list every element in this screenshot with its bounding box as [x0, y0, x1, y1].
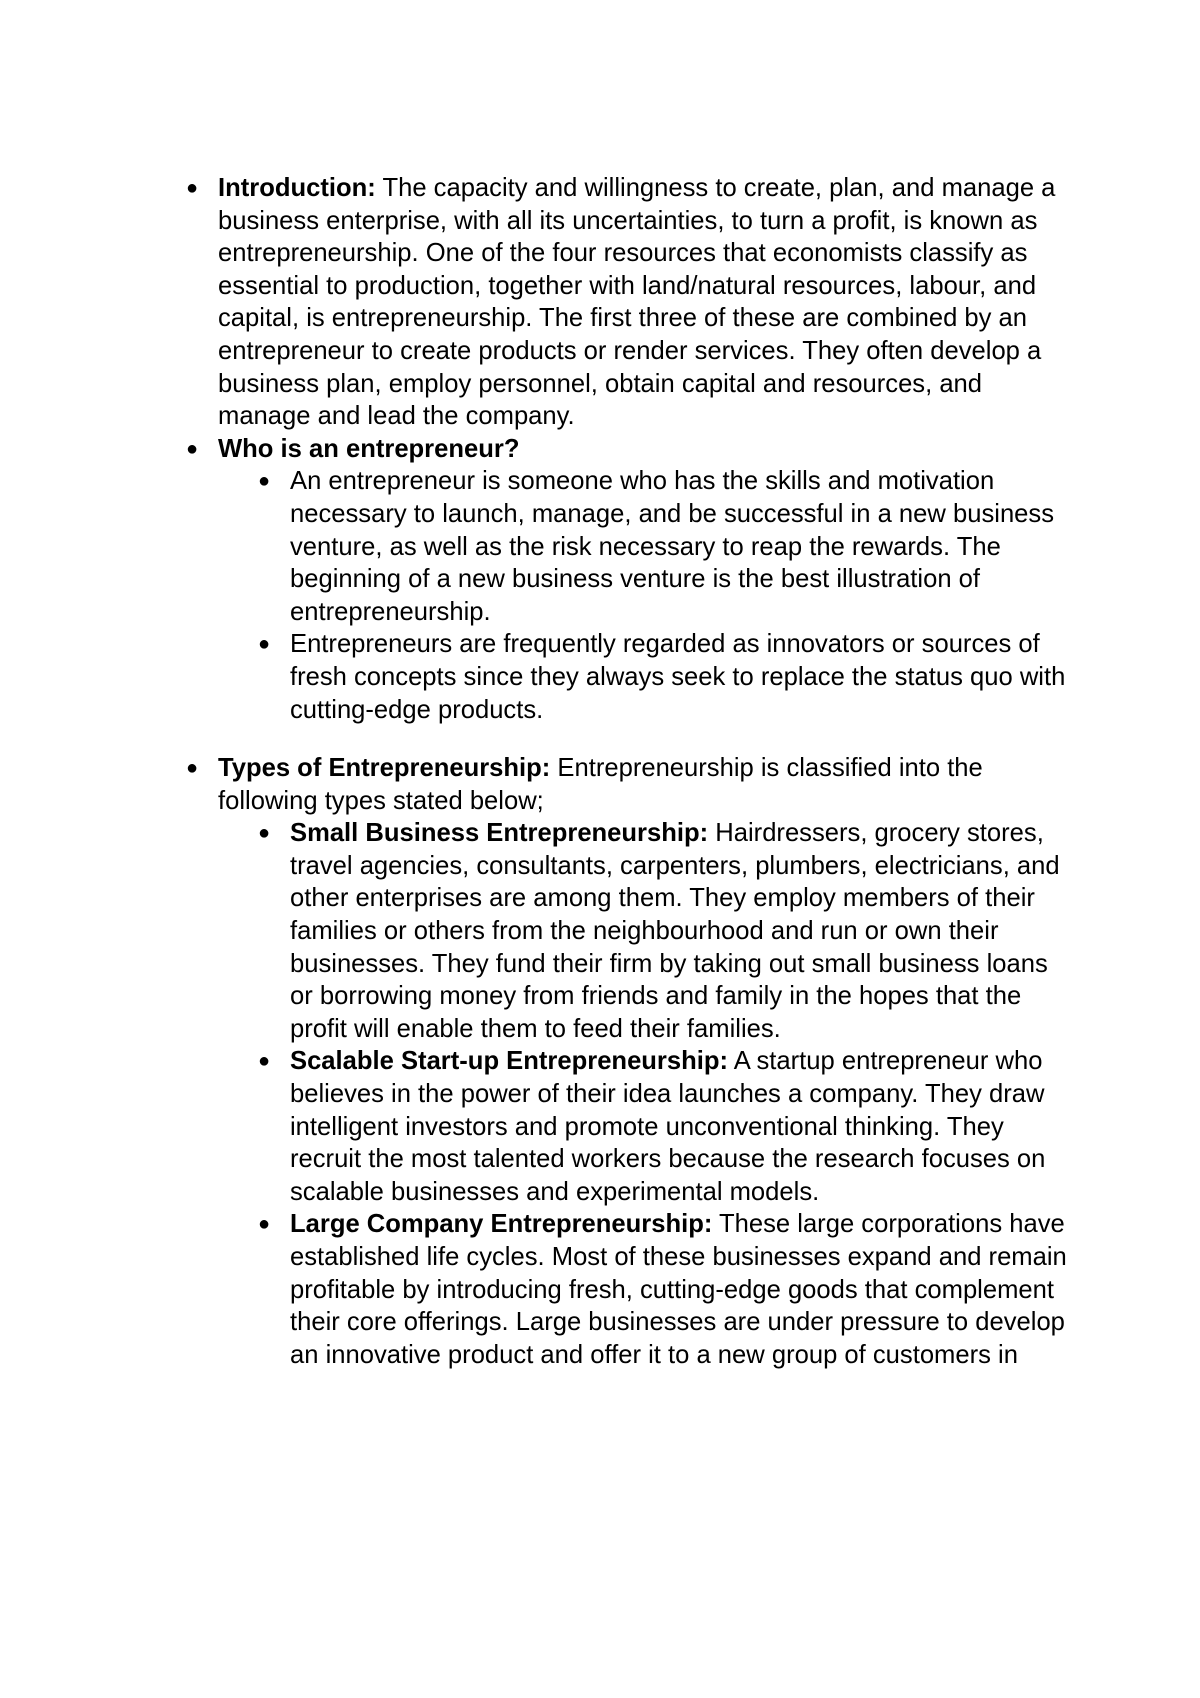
sub-list-item-small-business [257, 817, 1073, 1045]
sub-list-item [257, 465, 1073, 628]
sub-list-item-scalable-startup [257, 1045, 1073, 1208]
bullet-icon: ● [257, 822, 271, 845]
item-label: Small Business Entrepreneurship: [290, 819, 709, 848]
document-body [185, 172, 1073, 1371]
bullet-icon: ● [257, 1050, 271, 1073]
item-label: Who is an entrepreneur? [218, 434, 520, 463]
item-label: Introduction: [218, 174, 376, 202]
list-item-who-is-entrepreneur [185, 433, 1073, 466]
item-text: Entrepreneurship is classified into the following types stated below; [218, 754, 983, 815]
bullet-icon: ● [185, 437, 199, 460]
bullet-icon: ● [257, 1213, 271, 1236]
item-text: Entrepreneurs are frequently regarded as innovators or sources of fresh concepts since they always seek to replace the status quo with cutting-edge products. [290, 630, 1066, 724]
item-label: Large Company Entrepreneurship: [290, 1210, 713, 1239]
list-item-introduction [185, 172, 1073, 433]
item-label: Scalable Start-up Entrepreneurship: [290, 1047, 729, 1076]
item-label: Types of Entrepreneurship: [218, 754, 551, 783]
item-text: Hairdressers, grocery stores, travel agencies, consultants, carpenters, plumbers, electricians, and other enterprises are among them. They employ members of their families or others from the neighbourhood and run or own their businesses. They fund their firm by taking out small business loans or borrowing money from friends and family in the hopes that the profit will enable them to feed their families. [290, 819, 1060, 1043]
item-text: These large corporations have established life cycles. Most of these businesses expand and remain profitable by introducing fresh, cutting-edge goods that complement their core offerings. Large businesses are under pressure to develop an innovative product and offer it to a new group of customers in [290, 1210, 1067, 1369]
list-item-types-of-entrepreneurship [185, 752, 1073, 817]
bullet-icon: ● [257, 470, 271, 493]
bullet-icon: ● [185, 177, 199, 199]
item-text: A startup entrepreneur who believes in the power of their idea launches a company. They draw intelligent investors and promote unconventional thinking. They recruit the most talented workers because the research focuses on scalable businesses and experimental models. [290, 1047, 1046, 1206]
sub-list-item [257, 628, 1073, 726]
sub-list-item-large-company [257, 1208, 1073, 1371]
item-text: The capacity and willingness to create, plan, and manage a business enterprise, with all its uncertainties, to turn a profit, is known as entrepreneurship. One of the four resources that economists classify as essential to production, together with land/natural resources, labour, and capital, is entrepreneurship. The first three of these are combined by an entrepreneur to create products or render services. They often develop a business plan, employ personnel, obtain capital and resources, and manage and lead the company. [218, 174, 1056, 431]
bullet-icon: ● [185, 757, 199, 780]
item-text: An entrepreneur is someone who has the skills and motivation necessary to launch, manage, and be successful in a new business venture, as well as the risk necessary to reap the rewards. The beginning of a new business venture is the best illustration of entrepreneurship. [290, 467, 1055, 626]
paragraph-gap [218, 726, 1073, 752]
bullet-icon: ● [257, 633, 271, 656]
